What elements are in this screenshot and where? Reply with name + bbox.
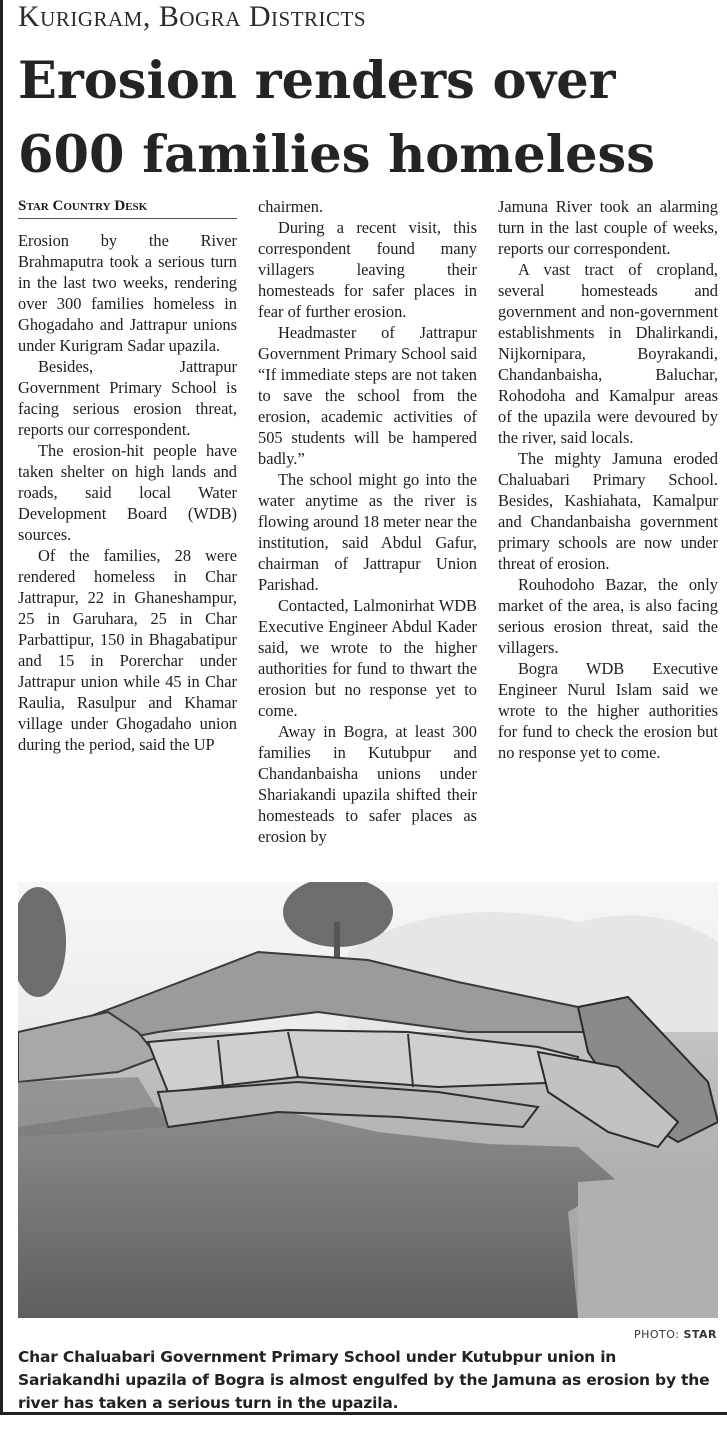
photo-credit [634,1328,717,1341]
paragraph: Rouhodoho Bazar, the only market of the area, is also facing serious erosion threat, said the villagers. [498,575,718,657]
section-kicker: Kurigram, Bogra Districts [18,0,367,33]
headline: Erosion renders over 600 families homeless [18,51,655,185]
paragraph: Away in Bogra, at least 300 families in Kutubpur and Chandanbaisha unions under Shariakandi upazila shifted their homesteads to safer places as erosion by [258,722,477,846]
paragraph: Headmaster of Jattrapur Government Primary School said “If immediate steps are not taken to save the school from the erosion, academic activities of 505 students will be hampered badly.” [258,323,477,468]
paragraph: chairmen. [258,197,324,216]
paragraph: Jamuna River took an alarming turn in the last couple of weeks, reports our correspondent. [498,197,718,258]
paragraph: Of the families, 28 were rendered homeless in Char Jattrapur, 22 in Ghaneshampur, 25 in Garuhara, 25 in Char Parbattipur, 150 in Bhagabatipur and 15 in Porerchar under Jattrapur union while 45 in Char Raulia, Rasulpur and Khamar village under Ghogadaho union during the period, said the UP [18,546,237,754]
byline: Star Country Desk [18,198,237,219]
paragraph: A vast tract of cropland, several homesteads and government and non-government establishments in Dhalirkandi, Nijkornipara, Boyrakandi, Chandanbaisha, Baluchar, Rohodoha and Kamalpur areas of the upazila were devoured by the river, said locals. [498,260,718,447]
paragraph: Erosion by the River Brahmaputra took a serious turn in the last two weeks, rendering over 300 families homeless in Ghogadaho and Jattrapur unions under Kurigram Sadar upazila. [18,231,237,355]
photo-credit-label: PHOTO: [633,1328,680,1341]
photo-caption: Char Chaluabari Government Primary School under Kutubpur union in Sariakandhi upazila of Bogra is almost engulfed by the Jamuna as erosion by the river has taken a serious turn in the upazila. [18,1348,710,1412]
article-column-2 [258,196,477,847]
article-column-3 [498,196,718,763]
paragraph: Besides, Jattrapur Government Primary School is facing serious erosion threat, reports our correspondent. [18,357,237,439]
paragraph: Bogra WDB Executive Engineer Nurul Islam said we wrote to the higher authorities for fund to check the erosion but no response yet to come. [498,659,718,762]
article-column-1 [18,230,237,755]
paragraph: The mighty Jamuna eroded Chaluabari Primary School. Besides, Kashiahata, Kamalpur and Chandanbaisha government primary schools are now under threat of erosion. [498,449,718,573]
news-photo [18,882,718,1318]
paragraph: Contacted, Lalmonirhat WDB Executive Engineer Abdul Kader said, we wrote to the higher authorities for fund to thwart the erosion but no response yet to come. [258,596,477,720]
paragraph: During a recent visit, this correspondent found many villagers leaving their homesteads for safer places in fear of further erosion. [258,218,477,321]
paragraph: The erosion-hit people have taken shelter on high lands and roads, said local Water Development Board (WDB) sources. [18,441,237,544]
paragraph: The school might go into the water anytime as the river is flowing around 18 meter near the institution, said Abdul Gafur, chairman of Jattrapur Union Parishad. [258,470,477,594]
photo-credit-source: STAR [683,1328,717,1341]
